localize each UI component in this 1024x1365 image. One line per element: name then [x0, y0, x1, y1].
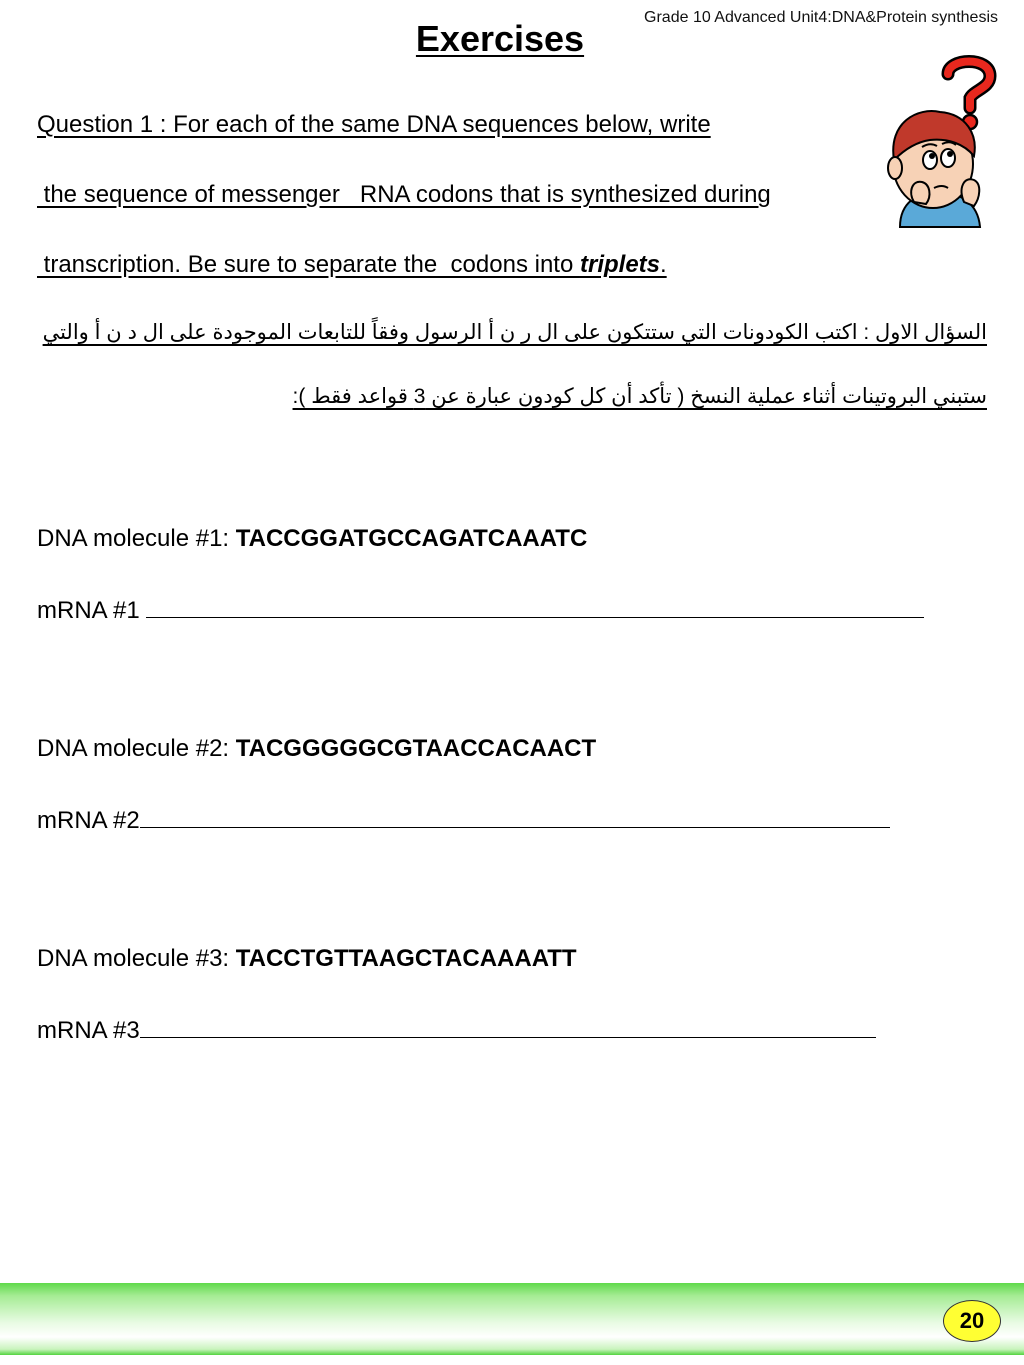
- footer-band: [0, 1283, 1024, 1355]
- mrna-label: mRNA #2: [37, 807, 140, 834]
- thinking-boy-icon: [878, 52, 998, 237]
- question-line-1: Question 1 : For each of the same DNA sequences below, write: [37, 111, 711, 138]
- mrna-label: mRNA #3: [37, 1017, 140, 1044]
- mrna-answer-3: [37, 1015, 876, 1045]
- question-line-3-text: transcription. Be sure to separate the codons into: [37, 251, 580, 278]
- mrna-answer-2: [37, 805, 890, 835]
- dna-label: DNA molecule #2:: [37, 735, 236, 762]
- page-number-badge: 20: [943, 1300, 1001, 1342]
- page-title: Exercises: [415, 18, 585, 59]
- mrna-answer-blank[interactable]: [140, 805, 890, 828]
- arabic-question-line-1: السؤال الاول : اكتب الكودونات التي ستتكون على ال ر ن أ الرسول وفقاً للتابعات الموجودة على ال د ن أ والتي: [42, 321, 987, 344]
- triplets-emphasis: triplets: [579, 251, 660, 278]
- dna-label: DNA molecule #3:: [37, 945, 236, 972]
- mrna-answer-blank[interactable]: [140, 1015, 876, 1038]
- dna-molecule-3: [37, 945, 577, 973]
- dna-molecule-1: [37, 525, 587, 553]
- question-line-3: [37, 251, 667, 279]
- question-line-3-end: .: [660, 251, 667, 278]
- dna-molecule-2: [37, 735, 596, 763]
- mrna-answer-blank[interactable]: [146, 595, 924, 618]
- mrna-answer-1: [37, 595, 924, 625]
- dna-sequence: TACGGGGGCGTAACCACAACT: [235, 735, 597, 762]
- mrna-label: mRNA #1: [37, 597, 147, 624]
- dna-sequence: TACCGGATGCCAGATCAAATC: [235, 525, 588, 552]
- question-line-2: the sequence of messenger RNA codons that is synthesized during: [37, 181, 771, 208]
- course-note: Grade 10 Advanced Unit4:DNA&Protein synthesis: [644, 9, 998, 26]
- arabic-question-line-2: ستبني البروتينات أثناء عملية النسخ ( تأكد أن كل كودون عبارة عن 3 قواعد فقط ):: [292, 385, 987, 408]
- dna-sequence: TACCTGTTAAGCTACAAAATT: [235, 945, 577, 972]
- dna-label: DNA molecule #1:: [37, 525, 236, 552]
